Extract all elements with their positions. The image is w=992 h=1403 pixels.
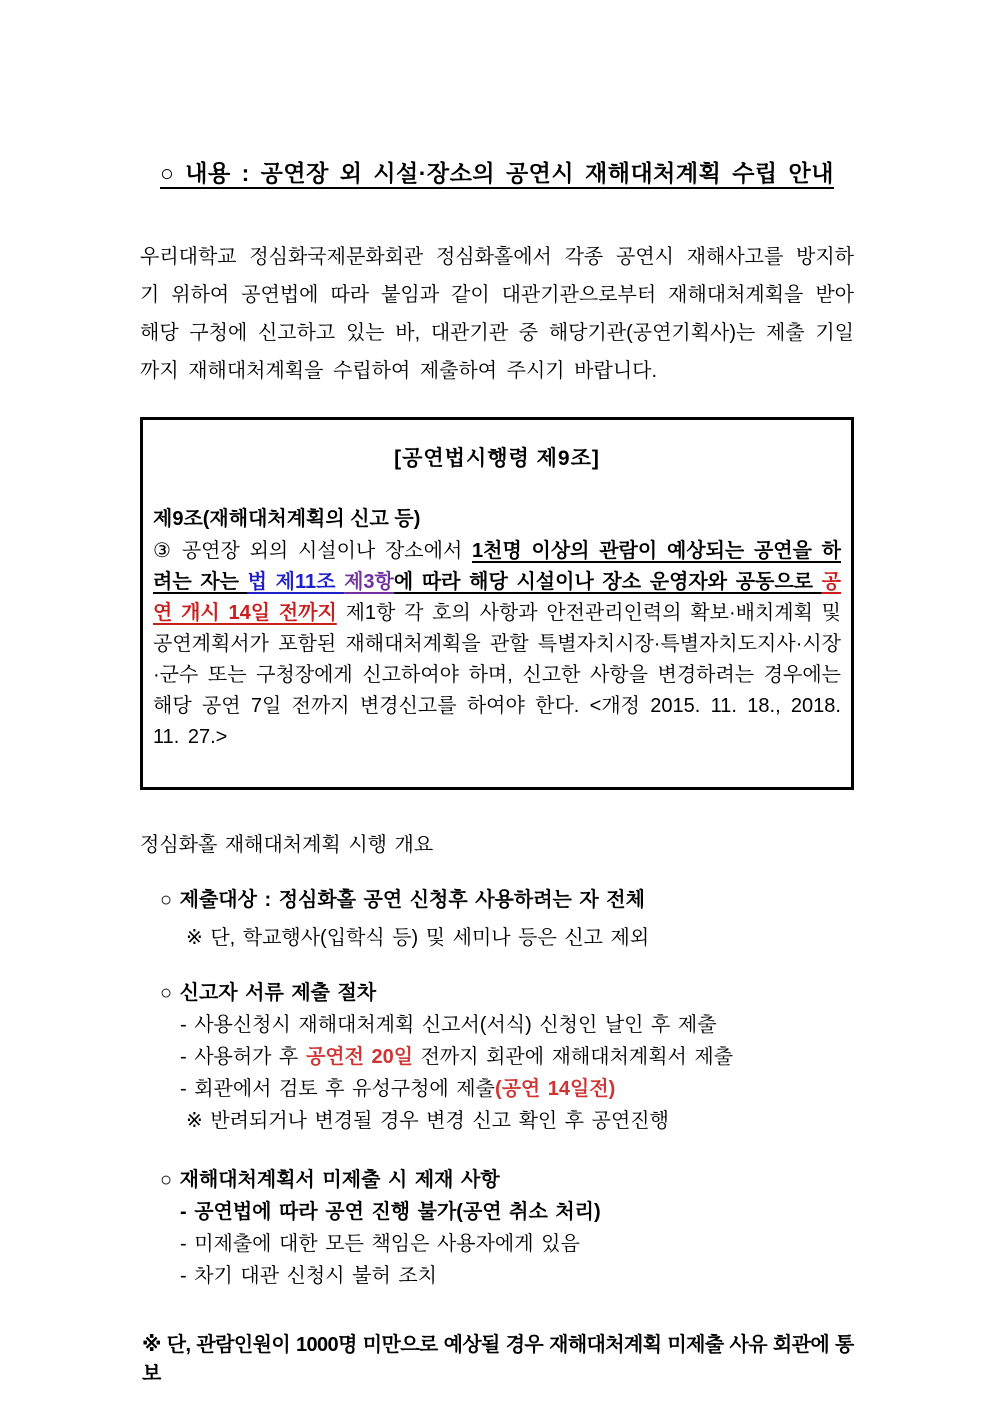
law-clause-paragraph (153, 536, 841, 753)
law-box-title: [공연법시행령 제9조] (394, 447, 600, 470)
section-procedure (140, 976, 854, 1137)
list-item (180, 1073, 854, 1105)
section-note: ※ 단, 학교행사(입학식 등) 및 세미나 등은 신고 제외 (186, 927, 650, 949)
clause-plain-text: ③ 공연장 외의 시설이나 장소에서 (153, 540, 473, 562)
law-quote-box (140, 417, 854, 790)
section-items (140, 1196, 854, 1292)
page-title: ○ 내용 : 공연장 외 시설·장소의 공연시 재해대처계획 수립 안내 (160, 160, 834, 186)
law-reference-purple: 제3항 (344, 571, 394, 593)
list-item (180, 1041, 854, 1073)
clause-emphasis-text: 1천명 이상의 관람이 예상되는 공연을 하려는 자는 (153, 540, 841, 593)
section-heading: ○ 신고자 서류 제출 절차 (160, 982, 377, 1004)
footer-note: ※ 단, 관람인원이 1000명 미만으로 예상될 경우 재해대처계획 미제출 사유 회관에 통보 (142, 1334, 854, 1385)
section-items (140, 1009, 854, 1137)
clause-emphasis-text-2: 에 따라 해당 시설이나 장소 운영자와 공동으로 (393, 571, 822, 593)
deadline-highlight: (공연 14일전) (494, 1078, 616, 1100)
article-heading: 제9조(재해대처계획의 신고 등) (153, 508, 421, 530)
list-item-text: - 사용허가 후 (180, 1046, 306, 1068)
list-item: - 미제출에 대한 모든 책임은 사용자에게 있음 (180, 1233, 580, 1255)
list-item-text: - 회관에서 검토 후 유성구청에 제출 (180, 1078, 495, 1100)
overview-heading: 정심화홀 재해대처계획 시행 개요 (140, 834, 434, 856)
section-submission-target (140, 883, 854, 950)
list-note: ※ 반려되거나 변경될 경우 변경 신고 확인 후 공연진행 (186, 1110, 669, 1132)
list-item: - 차기 대관 신청시 불허 조치 (180, 1265, 437, 1287)
section-heading: ○ 재해대처계획서 미제출 시 제재 사항 (160, 1169, 500, 1191)
deadline-highlight: 공연전 20일 (305, 1046, 414, 1068)
list-item-text: 전까지 회관에 재해대처계획서 제출 (413, 1046, 734, 1068)
section-heading: ○ 제출대상 : 정심화홀 공연 신청후 사용하려는 자 전체 (160, 889, 645, 911)
deadline-highlight: 공연 개시 14일 전까지 (153, 571, 841, 624)
section-sanctions (140, 1163, 854, 1292)
law-reference-blue: 법 제11조 (247, 571, 345, 593)
clause-plain-text-2: 제1항 각 호의 사항과 안전관리인력의 확보·배치계획 및 공연계획서가 포함된 재해대처계획을 관할 특별자치시장·특별자치도지사·시장·군수 또는 구청장에게 신고하여야 하며, 신고한 사항을 변경하려는 경우에는 해당 공연 7일 전까지 변경신고를 하여야 한다. <개정 2015. 11. 18., 2018. 11. 27.> (153, 602, 841, 748)
list-item: - 사용신청시 재해대처계획 신고서(서식) 신청인 날인 후 제출 (180, 1014, 717, 1036)
list-item: - 공연법에 따라 공연 진행 불가(공연 취소 처리) (180, 1201, 601, 1223)
intro-paragraph: 우리대학교 정심화국제문화회관 정심화홀에서 각종 공연시 재해사고를 방지하기 위하여 공연법에 따라 붙임과 같이 대관기관으로부터 재해대처계획을 받아 해당 구청에 신고하고 있는 바, 대관기관 중 해당기관(공연기획사)는 제출 기일까지 재해대처계획을 수립하여 제출하여 주시기 바랍니다. (140, 246, 854, 382)
